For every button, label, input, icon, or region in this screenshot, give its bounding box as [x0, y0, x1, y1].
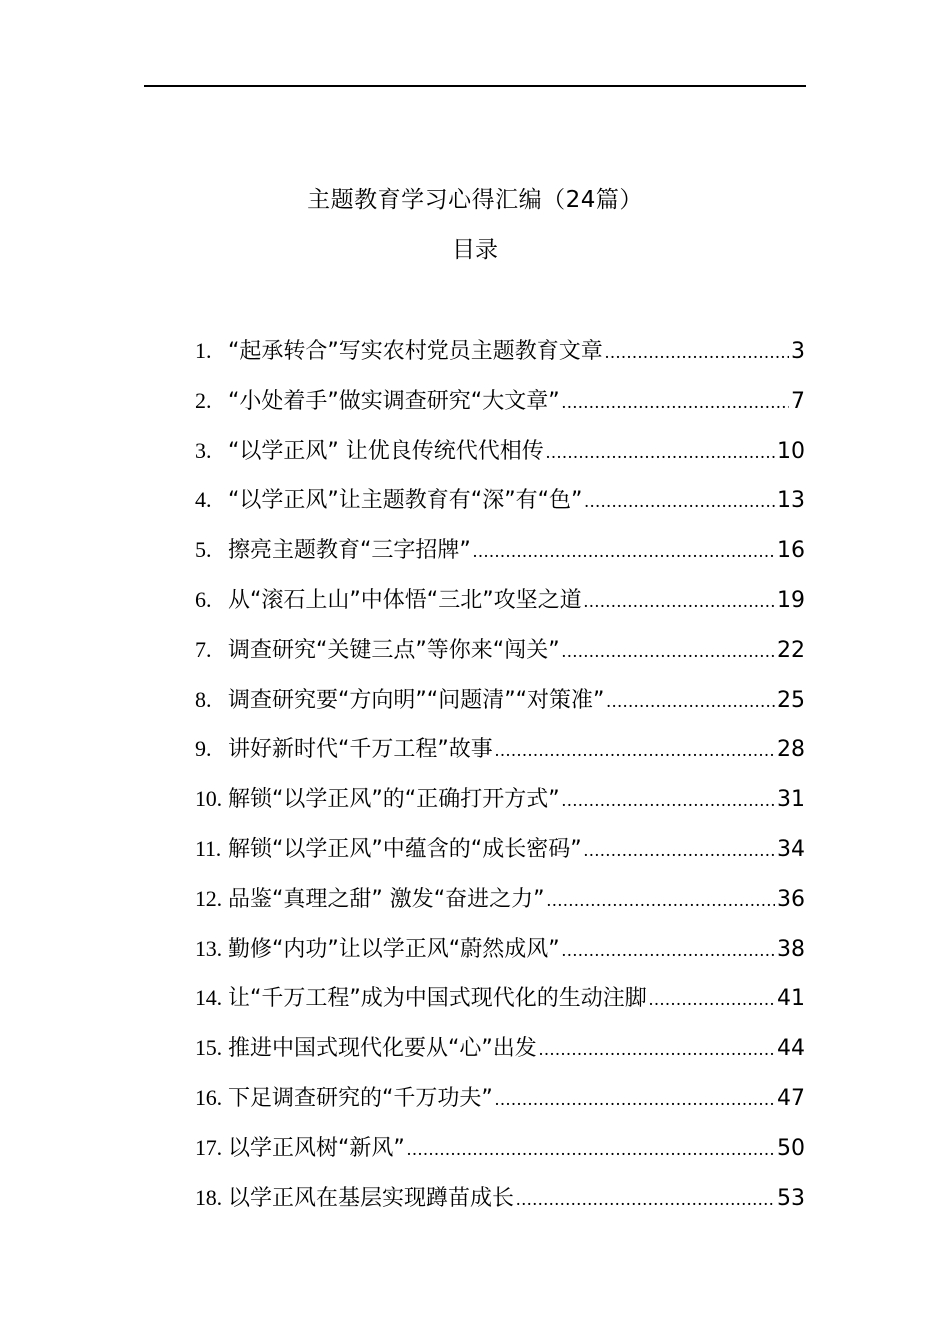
toc-entry[interactable] — [195, 675, 805, 725]
toc-entry-title: 解锁“以学正风”中蕴含的“成长密码” — [228, 836, 582, 862]
toc-entry-page: 34 — [777, 836, 805, 862]
toc-entry-title: 调查研究“关键三点”等你来“闯关” — [228, 637, 560, 663]
dot-leader — [546, 428, 775, 478]
toc-entry-number: 18. — [195, 1184, 222, 1210]
dot-leader — [649, 975, 775, 1025]
dot-leader — [584, 477, 775, 527]
dot-leader — [606, 677, 775, 727]
toc-entry-page: 7 — [791, 388, 805, 414]
toc-entry-title: 讲好新时代“千万工程”故事 — [228, 737, 493, 763]
dot-leader — [584, 826, 775, 876]
toc-entry-number: 13. — [195, 935, 222, 961]
toc-entry-number: 15. — [195, 1035, 222, 1061]
dot-leader — [547, 876, 775, 926]
toc-entry[interactable] — [195, 973, 805, 1023]
toc-entry-title: 解锁“以学正风”的“正确打开方式” — [228, 787, 560, 813]
toc-entry-page: 50 — [777, 1135, 805, 1161]
dot-leader — [562, 627, 775, 677]
table-of-contents — [195, 326, 805, 1222]
dot-leader — [539, 1025, 775, 1075]
toc-entry-page: 19 — [777, 587, 805, 613]
toc-entry-title: “起承转合”写实农村党员主题教育文章 — [228, 339, 603, 364]
toc-entry-number: 9. — [195, 736, 212, 762]
toc-entry-number: 4. — [195, 487, 212, 513]
toc-entry-number: 14. — [195, 985, 222, 1011]
toc-entry-page: 41 — [777, 986, 805, 1012]
toc-entry-page: 22 — [777, 637, 805, 663]
toc-entry[interactable] — [195, 824, 805, 874]
header-rule — [144, 85, 806, 87]
dot-leader — [562, 926, 775, 976]
toc-heading: 目录 — [452, 237, 498, 263]
toc-entry-title: 调查研究要“方向明”“问题清”“对策准” — [228, 687, 605, 713]
dot-leader — [407, 1125, 775, 1175]
toc-entry-page: 16 — [777, 538, 805, 564]
document-title: 主题教育学习心得汇编（24篇） — [307, 187, 643, 213]
toc-entry-title: 勤修“内功”让以学正风“蔚然成风” — [228, 936, 560, 962]
toc-entry-number: 5. — [195, 537, 212, 563]
toc-entry[interactable] — [195, 376, 805, 426]
toc-entry-title: 以学正风树“新风” — [228, 1135, 405, 1161]
toc-entry-number: 8. — [195, 686, 212, 712]
toc-entry[interactable] — [195, 1073, 805, 1123]
toc-entry[interactable] — [195, 426, 805, 476]
toc-entry-page: 13 — [777, 488, 805, 514]
toc-entry-title: “小处着手”做实调查研究“大文章” — [228, 388, 560, 414]
toc-entry-title: 下足调查研究的“千万功夫” — [228, 1085, 493, 1111]
toc-entry-title: 擦亮主题教育“三字招牌” — [228, 538, 471, 564]
toc-entry-page: 47 — [777, 1085, 805, 1111]
toc-entry-number: 3. — [195, 437, 212, 463]
toc-entry[interactable] — [195, 625, 805, 675]
toc-entry[interactable] — [195, 874, 805, 924]
toc-entry[interactable] — [195, 724, 805, 774]
toc-entry[interactable] — [195, 326, 805, 376]
toc-entry-title: 从“滚石上山”中体悟“三北”攻坚之道 — [228, 587, 582, 613]
dot-leader — [495, 1075, 775, 1125]
toc-entry-number: 11. — [195, 835, 222, 861]
toc-entry-number: 1. — [195, 338, 212, 363]
dot-leader — [516, 1175, 775, 1225]
dot-leader — [473, 527, 775, 577]
toc-entry[interactable] — [195, 575, 805, 625]
toc-entry[interactable] — [195, 924, 805, 974]
toc-entry[interactable] — [195, 774, 805, 824]
toc-entry[interactable] — [195, 1173, 805, 1223]
toc-entry-number: 7. — [195, 636, 212, 662]
toc-entry-page: 25 — [777, 687, 805, 713]
toc-entry[interactable] — [195, 475, 805, 525]
dot-leader — [562, 776, 775, 826]
toc-entry-page: 44 — [777, 1036, 805, 1062]
toc-entry-page: 3 — [791, 339, 805, 364]
toc-entry-number: 16. — [195, 1084, 222, 1110]
toc-entry[interactable] — [195, 1023, 805, 1073]
toc-entry-title: 以学正风在基层实现蹲苗成长 — [228, 1185, 515, 1211]
toc-entry-title: 品鉴“真理之甜” 激发“奋进之力” — [228, 886, 545, 912]
dot-leader — [495, 726, 775, 776]
toc-entry-title: “以学正风” 让优良传统代代相传 — [228, 438, 544, 464]
toc-entry-number: 12. — [195, 885, 222, 911]
toc-entry-page: 36 — [777, 886, 805, 912]
toc-entry-page: 10 — [777, 438, 805, 464]
toc-entry-number: 17. — [195, 1134, 222, 1160]
dot-leader — [584, 577, 775, 627]
toc-entry[interactable] — [195, 525, 805, 575]
toc-entry-number: 10. — [195, 786, 222, 812]
toc-entry-title: 让“千万工程”成为中国式现代化的生动注脚 — [228, 986, 647, 1012]
toc-entry-title: 推进中国式现代化要从“心”出发 — [228, 1036, 537, 1062]
toc-entry-number: 2. — [195, 387, 212, 413]
dot-leader — [605, 328, 789, 378]
toc-entry-title: “以学正风”让主题教育有“深”有“色” — [228, 488, 583, 514]
toc-entry-page: 31 — [777, 787, 805, 813]
toc-entry-page: 28 — [777, 737, 805, 763]
toc-entry-page: 53 — [777, 1185, 805, 1211]
toc-entry[interactable] — [195, 1123, 805, 1173]
dot-leader — [562, 378, 789, 428]
toc-entry-number: 6. — [195, 586, 212, 612]
toc-entry-page: 38 — [777, 936, 805, 962]
